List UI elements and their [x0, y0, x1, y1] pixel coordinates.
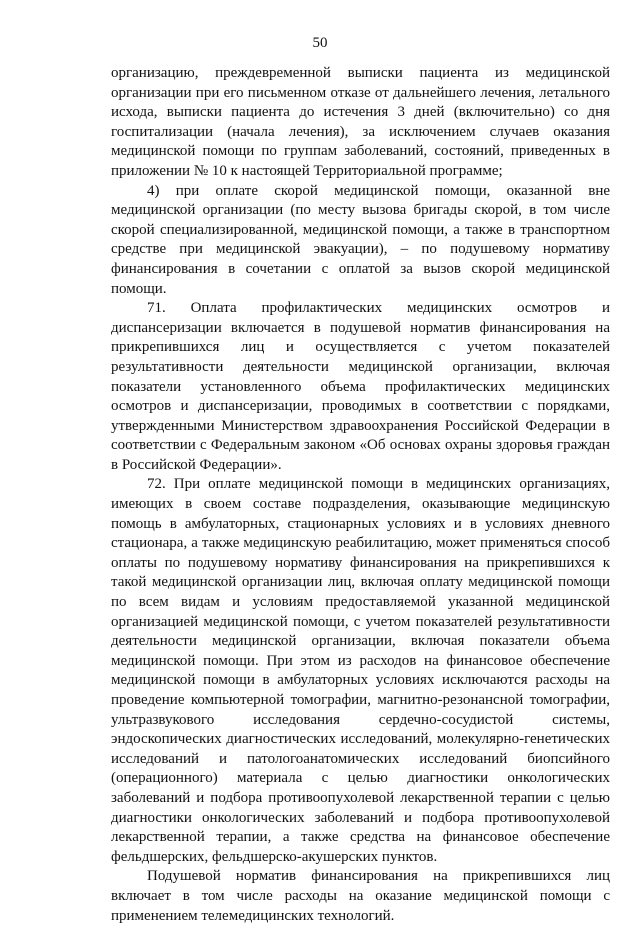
- document-body: [111, 64, 610, 926]
- paragraph-per-capita-standard: Подушевой норматив финансирования на прикрепившихся лиц включает в том числе расходы на оказание медицинской помощи с применением телемедицинских технологий.: [111, 868, 610, 924]
- paragraph-clause-71: 71. Оплата профилактических медицинских осмотров и диспансеризации включается в подушевой норматив финансирования на прикрепившихся лиц и осуществляется с учетом показателей результативности деятельности медицинской организации, включая показатели установленного объема профилактических медицинских осмотров и диспансеризации, проводимых в соответствии с порядками, утвержденными Министерством здравоохранения Российской Федерации в соответствии с Федеральным законом «Об основах охраны здоровья граждан в Российской Федерации».: [111, 300, 610, 473]
- paragraph-continuation: организацию, преждевременной выписки пациента из медицинской организации при его письменном отказе от дальнейшего лечения, летального исхода, выписки пациента до истечения 3 дней (включительно) со дня госпитализации (начала лечения), за исключением случаев оказания медицинской помощи по группам заболеваний, состояний, приведенных в приложении № 10 к настоящей Территориальной программе;: [111, 65, 610, 179]
- page-number: 50: [312, 35, 328, 51]
- paragraph-clause-72: 72. При оплате медицинской помощи в медицинских организациях, имеющих в своем составе подразделения, оказывающие медицинскую помощь в амбулаторных, стационарных условиях и в условиях дневного стационара, а также медицинскую реабилитацию, может применяться способ оплаты по подушевому нормативу финансирования на прикрепившихся к такой медицинской организации лиц, включая оплату медицинской помощи по всем видам и условиям предоставляемой указанной медицинской организацией медицинской помощи, с учетом показателей результативности деятельности медицинской организации, включая показатели объема медицинской помощи. При этом из расходов на финансовое обеспечение медицинской помощи в амбулаторных условиях исключаются расходы на проведение компьютерной томографии, магнитно-резонансной томографии, ультразвукового исследования сердечно-сосудистой системы, эндоскопических диагностических исследований, молекулярно-генетических исследований и патологоанатомических исследований биопсийного (операционного) материала с целью диагностики онкологических заболеваний и подбора противоопухолевой лекарственной терапии с целью диагностики онкологических заболеваний и подбора противоопухолевой лекарственной терапии, а также средства на финансовое обеспечение фельдшерских, фельдшерско-акушерских пунктов.: [111, 476, 610, 865]
- paragraph-item-4: 4) при оплате скорой медицинской помощи, оказанной вне медицинской организации (по месту вызова бригады скорой, в том числе скорой специализированной, медицинской помощи, а также в транспортном средстве при медицинской эвакуации), – по подушевому нормативу финансирования в сочетании с оплатой за вызов скорой медицинской помощи.: [111, 182, 610, 297]
